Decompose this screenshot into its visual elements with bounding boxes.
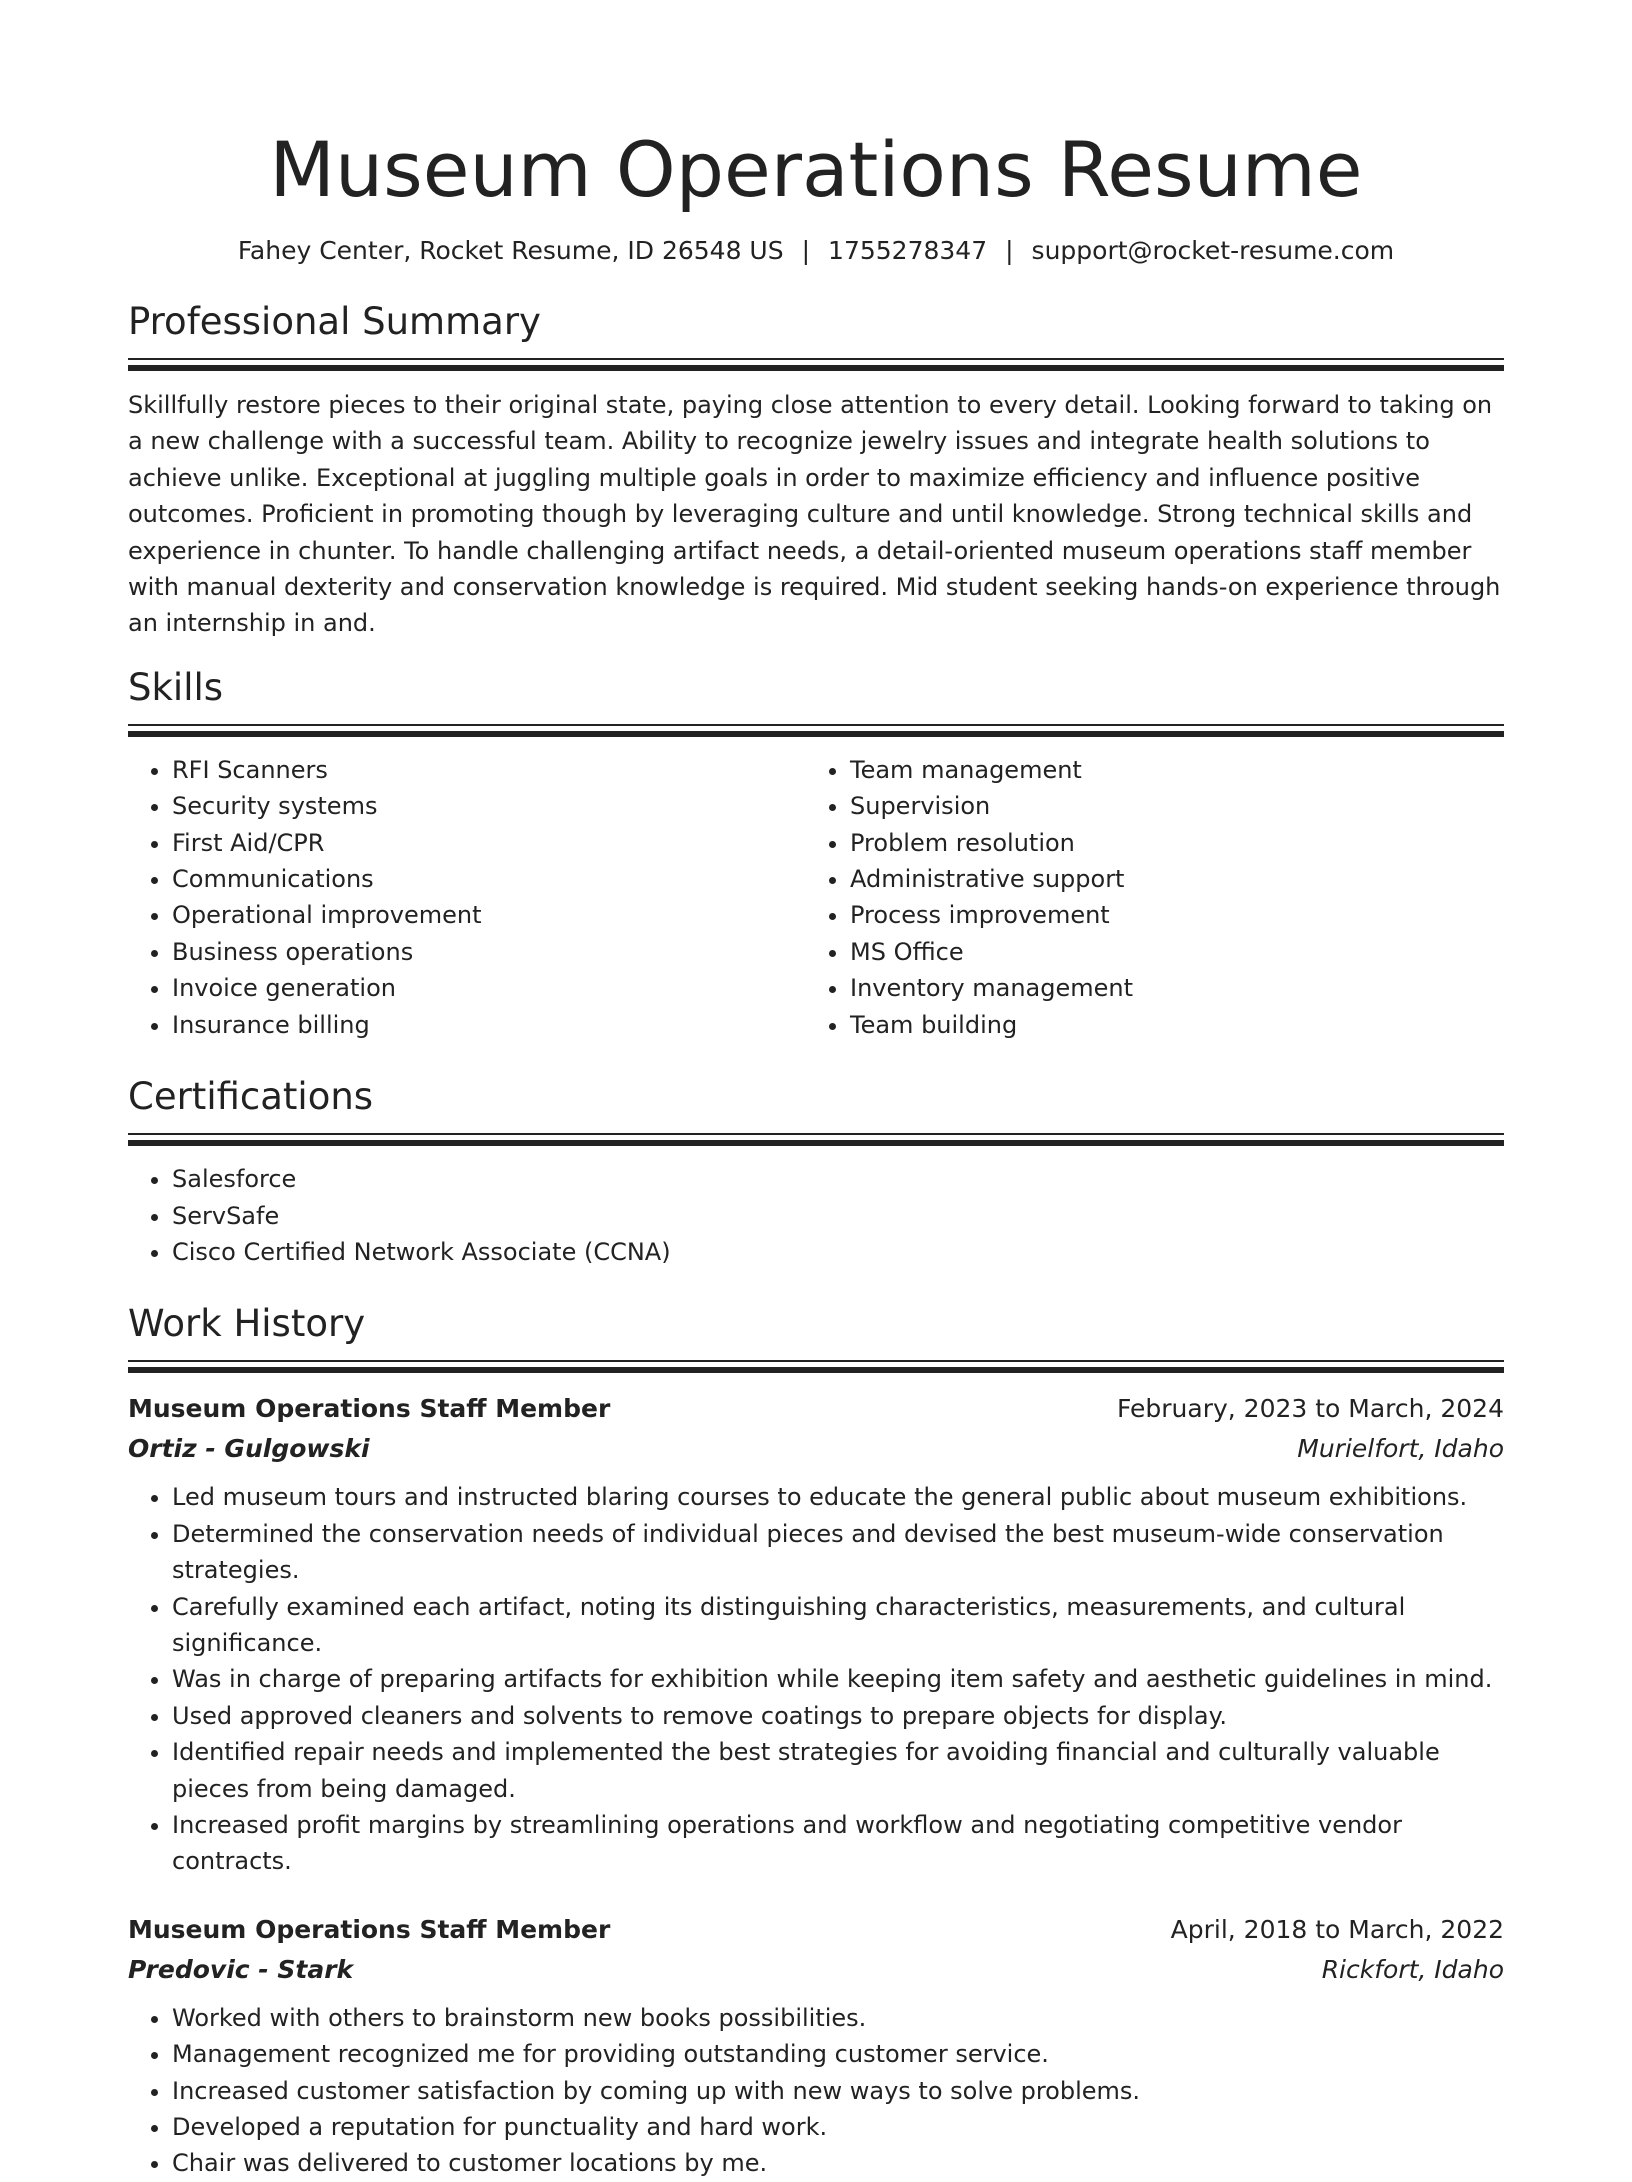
skill-item: • RFI Scanners [172, 752, 806, 788]
skill-item: • Administrative support [850, 861, 1484, 897]
skill-item: • First Aid/CPR [172, 825, 806, 861]
job-dates: April, 2018 to March, 2022 [1170, 1914, 1504, 1944]
resume-page [128, 0, 1504, 2182]
summary-section [128, 298, 1504, 642]
job-company: Ortiz - Gulgowski [128, 1434, 370, 1464]
skills-section [128, 664, 1504, 1043]
job-bullet: • Led museum tours and instructed blaring courses to educate the general public about museum exhibitions. [172, 1479, 1504, 1515]
skills-column-left [128, 752, 806, 1043]
job-bullet: • Used approved cleaners and solvents to remove coatings to prepare objects for display. [172, 1698, 1504, 1734]
certification-item: • ServSafe [172, 1198, 1504, 1234]
job-company: Predovic - Stark [128, 1954, 354, 1984]
job-bullet: • Carefully examined each artifact, noting its distinguishing characteristics, measurements, and cultural significance. [172, 1589, 1504, 1662]
section-divider [128, 1133, 1504, 1148]
job-bullet: • Developed a reputation for punctuality and hard work. [172, 2109, 1504, 2145]
skill-item: • Process improvement [850, 897, 1484, 933]
skill-item: • Business operations [172, 934, 806, 970]
skill-item: • Invoice generation [172, 970, 806, 1006]
job-bullet: • Determined the conservation needs of individual pieces and devised the best museum-wide conservation strategies. [172, 1516, 1504, 1589]
job-bullet: • Increased customer satisfaction by coming up with new ways to solve problems. [172, 2073, 1504, 2109]
section-heading-skills: Skills [128, 665, 224, 709]
job-dates: February, 2023 to March, 2024 [1116, 1394, 1504, 1424]
certifications-section [128, 1073, 1504, 1270]
job-header [128, 1910, 1504, 1950]
skills-column-right [806, 752, 1484, 1043]
job-bullet: • Management recognized me for providing outstanding customer service. [172, 2036, 1504, 2072]
job-bullet: • Chair was delivered to customer locations by me. [172, 2145, 1504, 2181]
work-history-section [128, 1300, 1504, 2182]
contact-line [128, 234, 1504, 268]
job-title: Museum Operations Staff Member [128, 1394, 611, 1424]
job-subheader [128, 1429, 1504, 1469]
job-bullet: • Worked with others to brainstorm new books possibilities. [172, 2000, 1504, 2036]
job-bullet: • Increased profit margins by streamlining operations and workflow and negotiating competitive vendor contracts. [172, 1807, 1504, 1880]
skill-item: • Team management [850, 752, 1484, 788]
contact-separator: | [1005, 236, 1014, 265]
skill-item: • MS Office [850, 934, 1484, 970]
section-heading-summary: Professional Summary [128, 300, 541, 343]
certification-item: • Salesforce [172, 1161, 1504, 1197]
skill-item: • Problem resolution [850, 825, 1484, 861]
certification-item: • Cisco Certified Network Associate (CCNA) [172, 1234, 1504, 1270]
skill-item: • Operational improvement [172, 897, 806, 933]
section-heading-certifications: Certifications [128, 1075, 374, 1119]
job-entry [128, 1389, 1504, 1879]
contact-email: support@rocket-resume.com [1031, 236, 1395, 265]
section-divider [128, 358, 1504, 373]
skill-item: • Team building [850, 1007, 1484, 1043]
contact-separator: | [801, 236, 811, 265]
job-entry [128, 1910, 1504, 2182]
contact-address: Fahey Center, Rocket Resume, ID 26548 US [237, 236, 784, 265]
skill-item: • Supervision [850, 788, 1484, 824]
section-divider [128, 724, 1504, 739]
job-location: Rickfort, Idaho [1321, 1954, 1504, 1984]
summary-text: Skillfully restore pieces to their original state, paying close attention to every detail. Looking forward to taking on a new challenge with a successful team. Ability to recognize jewelry issues and integrate health solutions to achieve unlike. Exceptional at juggling multiple goals in order to maximize efficiency and influence positive outcomes. Proficient in promoting though by leveraging culture and until knowledge. Strong technical skills and experience in chunter. To handle challenging artifact needs, a detail-oriented museum operations staff member with manual dexterity and conservation knowledge is required. Mid student seeking hands-on experience through an internship in and. [128, 391, 1501, 638]
contact-phone: 1755278347 [828, 236, 988, 265]
page-title: Museum Operations Resume [269, 125, 1363, 214]
skill-item: • Insurance billing [172, 1007, 806, 1043]
job-location: Murielfort, Idaho [1297, 1434, 1504, 1464]
skills-grid [128, 752, 1504, 1043]
job-header [128, 1389, 1504, 1429]
section-divider [128, 1360, 1504, 1375]
job-bullet: • Was in charge of preparing artifacts for exhibition while keeping item safety and aesthetic guidelines in mind. [172, 1661, 1504, 1697]
section-heading-work-history: Work History [128, 1302, 366, 1346]
job-subheader [128, 1950, 1504, 1990]
job-title: Museum Operations Staff Member [128, 1914, 611, 1944]
skill-item: • Inventory management [850, 970, 1484, 1006]
job-bullet: • Identified repair needs and implemented the best strategies for avoiding financial and culturally valuable pieces from being damaged. [172, 1734, 1504, 1807]
skill-item: • Communications [172, 861, 806, 897]
skill-item: • Security systems [172, 788, 806, 824]
